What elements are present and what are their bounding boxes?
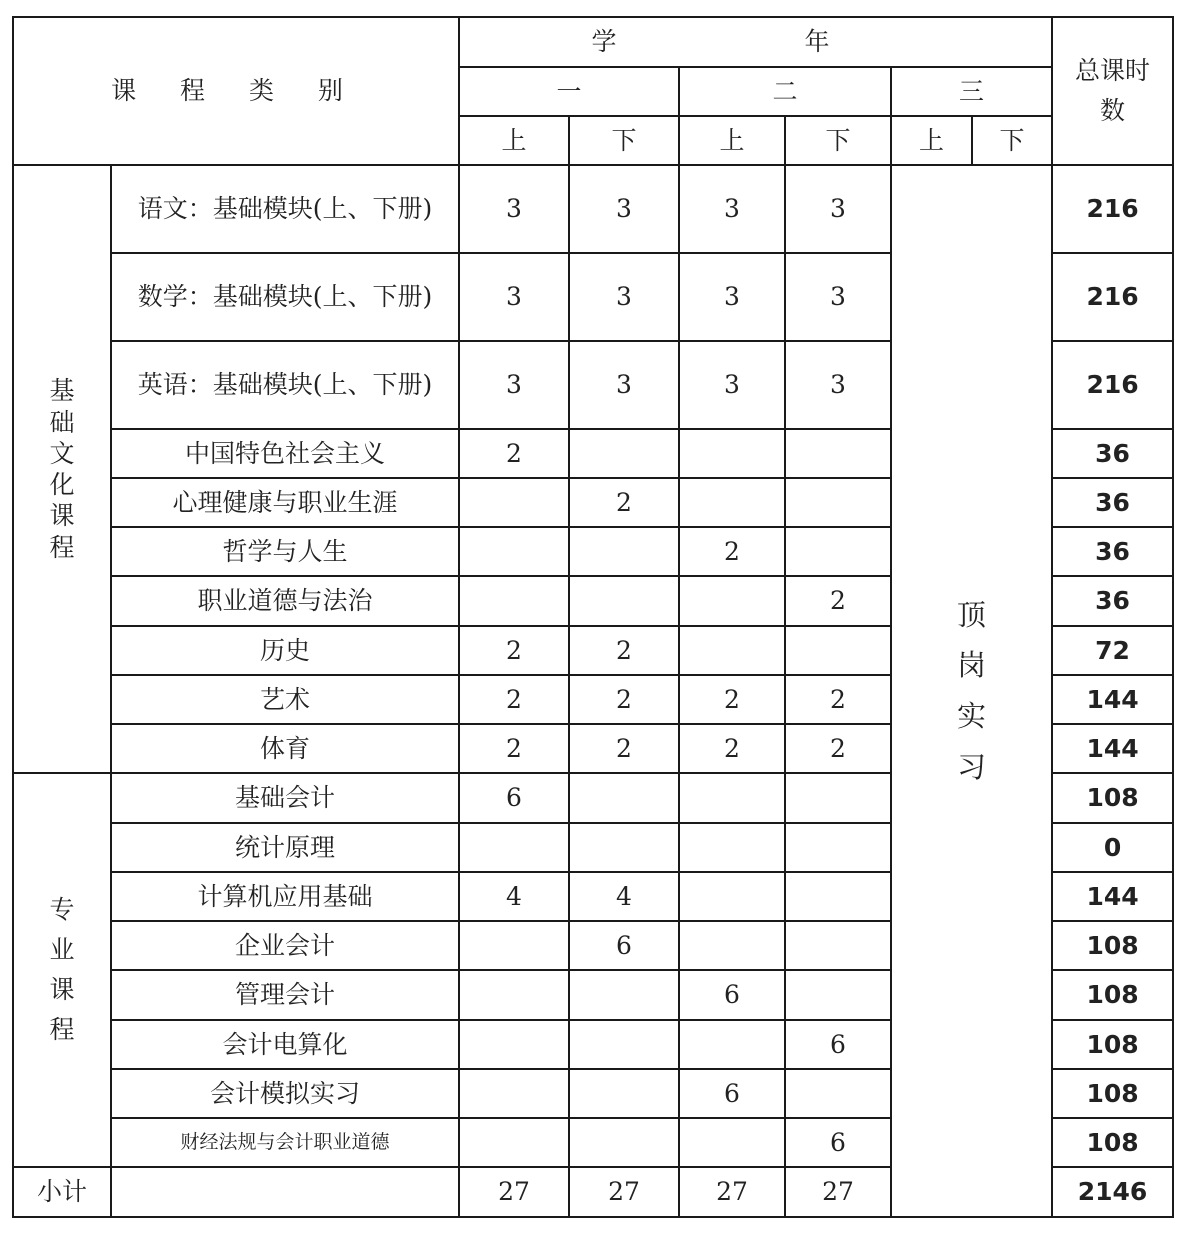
- weekly-hours-cell: [459, 1118, 569, 1167]
- basic-culture-group-label: [13, 165, 111, 773]
- weekly-hours-cell: 6: [679, 970, 785, 1020]
- course-name: 会计模拟实习: [111, 1069, 459, 1118]
- course-name: 统计原理: [111, 823, 459, 872]
- total-hours-header: [1052, 17, 1173, 165]
- year-one-header: 一: [459, 67, 679, 116]
- weekly-hours-cell: 2: [459, 724, 569, 773]
- term-header: 下: [569, 116, 679, 165]
- course-name: 企业会计: [111, 921, 459, 970]
- group-label-text: 基础文化课程: [49, 376, 75, 562]
- weekly-hours-cell: [785, 872, 891, 921]
- weekly-hours-cell: [785, 970, 891, 1020]
- weekly-hours-cell: [785, 478, 891, 527]
- weekly-hours-cell: 2: [569, 478, 679, 527]
- weekly-hours-cell: [679, 773, 785, 823]
- term-header: 上: [679, 116, 785, 165]
- weekly-hours-cell: [785, 773, 891, 823]
- weekly-hours-cell: 3: [569, 165, 679, 253]
- weekly-hours-cell: [459, 1069, 569, 1118]
- course-name: 中国特色社会主义: [111, 429, 459, 478]
- weekly-hours-cell: [785, 429, 891, 478]
- course-name: 职业道德与法治: [111, 576, 459, 626]
- subtotal-empty-cell: [111, 1167, 459, 1217]
- internship-label: 顶岗实习: [957, 597, 987, 784]
- course-name: 历史: [111, 626, 459, 675]
- term-header: 下: [785, 116, 891, 165]
- year-three-header: 三: [891, 67, 1052, 116]
- weekly-hours-cell: 3: [569, 341, 679, 429]
- weekly-hours-cell: 3: [679, 253, 785, 341]
- total-hours-cell: 108: [1052, 773, 1173, 823]
- total-hours-cell: 144: [1052, 724, 1173, 773]
- weekly-hours-cell: 4: [569, 872, 679, 921]
- total-hours-cell: 108: [1052, 970, 1173, 1020]
- weekly-hours-cell: [679, 626, 785, 675]
- weekly-hours-cell: 2: [459, 675, 569, 724]
- weekly-hours-cell: [785, 1069, 891, 1118]
- weekly-hours-cell: 4: [459, 872, 569, 921]
- weekly-hours-cell: [569, 429, 679, 478]
- total-hours-cell: 108: [1052, 1020, 1173, 1069]
- weekly-hours-cell: 3: [785, 253, 891, 341]
- weekly-hours-cell: [459, 478, 569, 527]
- total-hours-cell: 108: [1052, 921, 1173, 970]
- total-hours-cell: 144: [1052, 872, 1173, 921]
- weekly-hours-cell: [569, 1020, 679, 1069]
- course-name: 数学：基础模块(上、下册): [111, 253, 459, 341]
- weekly-hours-cell: 3: [785, 165, 891, 253]
- course-name: 艺术: [111, 675, 459, 724]
- weekly-hours-cell: 2: [785, 675, 891, 724]
- term-header: 下: [972, 116, 1052, 165]
- weekly-hours-cell: [679, 921, 785, 970]
- weekly-hours-cell: 3: [569, 253, 679, 341]
- school-year-label: 学 年: [591, 27, 920, 57]
- weekly-hours-cell: [569, 970, 679, 1020]
- weekly-hours-cell: [679, 872, 785, 921]
- weekly-hours-cell: 2: [679, 675, 785, 724]
- weekly-hours-cell: [679, 429, 785, 478]
- weekly-hours-cell: [679, 823, 785, 872]
- group-label-text: 专业课程: [49, 895, 75, 1044]
- term-header: 上: [891, 116, 972, 165]
- total-hours-cell: 108: [1052, 1118, 1173, 1167]
- weekly-hours-cell: [569, 1118, 679, 1167]
- weekly-hours-cell: [679, 1020, 785, 1069]
- weekly-hours-cell: 3: [785, 341, 891, 429]
- weekly-hours-cell: [459, 1020, 569, 1069]
- table-row: [13, 165, 1173, 253]
- course-name: 语文：基础模块(上、下册): [111, 165, 459, 253]
- course-name: 财经法规与会计职业道德: [111, 1118, 459, 1167]
- weekly-hours-cell: [459, 527, 569, 576]
- weekly-hours-cell: 2: [785, 576, 891, 626]
- weekly-hours-cell: 6: [459, 773, 569, 823]
- total-hours-cell: 36: [1052, 429, 1173, 478]
- total-hours-cell: 0: [1052, 823, 1173, 872]
- weekly-hours-cell: [569, 823, 679, 872]
- total-hours-cell: 216: [1052, 253, 1173, 341]
- subtotal-hours-cell: 27: [459, 1167, 569, 1217]
- weekly-hours-cell: 2: [679, 527, 785, 576]
- total-hours-cell: 216: [1052, 341, 1173, 429]
- course-name: 哲学与人生: [111, 527, 459, 576]
- weekly-hours-cell: 2: [785, 724, 891, 773]
- course-name: 管理会计: [111, 970, 459, 1020]
- weekly-hours-cell: 6: [679, 1069, 785, 1118]
- weekly-hours-cell: 3: [459, 253, 569, 341]
- weekly-hours-cell: [569, 773, 679, 823]
- course-schedule-table: [12, 16, 1174, 1218]
- total-hours-cell: 108: [1052, 1069, 1173, 1118]
- weekly-hours-cell: 3: [679, 341, 785, 429]
- weekly-hours-cell: [679, 1118, 785, 1167]
- subtotal-total-cell: 2146: [1052, 1167, 1173, 1217]
- total-hours-cell: 144: [1052, 675, 1173, 724]
- course-category-label: 课 程 类 别: [111, 76, 361, 106]
- subtotal-hours-cell: 27: [569, 1167, 679, 1217]
- weekly-hours-cell: 2: [569, 724, 679, 773]
- weekly-hours-cell: 6: [569, 921, 679, 970]
- weekly-hours-cell: [785, 626, 891, 675]
- total-hours-cell: 36: [1052, 527, 1173, 576]
- subtotal-hours-cell: 27: [679, 1167, 785, 1217]
- total-hours-cell: 36: [1052, 576, 1173, 626]
- subtotal-label: 小计: [13, 1167, 111, 1217]
- weekly-hours-cell: [785, 921, 891, 970]
- subtotal-hours-cell: 27: [785, 1167, 891, 1217]
- weekly-hours-cell: [459, 970, 569, 1020]
- weekly-hours-cell: [569, 527, 679, 576]
- weekly-hours-cell: 2: [459, 429, 569, 478]
- weekly-hours-cell: 3: [459, 341, 569, 429]
- weekly-hours-cell: 2: [569, 675, 679, 724]
- internship-cell: [891, 165, 1052, 1217]
- total-hours-label: 总课时数: [1075, 56, 1151, 125]
- course-name: 计算机应用基础: [111, 872, 459, 921]
- weekly-hours-cell: [459, 823, 569, 872]
- year-two-header: 二: [679, 67, 891, 116]
- weekly-hours-cell: 3: [459, 165, 569, 253]
- course-name: 英语：基础模块(上、下册): [111, 341, 459, 429]
- weekly-hours-cell: [459, 576, 569, 626]
- term-header: 上: [459, 116, 569, 165]
- weekly-hours-cell: 2: [679, 724, 785, 773]
- weekly-hours-cell: [679, 478, 785, 527]
- weekly-hours-cell: [459, 921, 569, 970]
- course-name: 心理健康与职业生涯: [111, 478, 459, 527]
- total-hours-cell: 36: [1052, 478, 1173, 527]
- course-name: 会计电算化: [111, 1020, 459, 1069]
- course-name: 基础会计: [111, 773, 459, 823]
- weekly-hours-cell: 2: [569, 626, 679, 675]
- weekly-hours-cell: [785, 527, 891, 576]
- total-hours-cell: 72: [1052, 626, 1173, 675]
- weekly-hours-cell: 3: [679, 165, 785, 253]
- weekly-hours-cell: 6: [785, 1118, 891, 1167]
- weekly-hours-cell: [569, 576, 679, 626]
- weekly-hours-cell: [785, 823, 891, 872]
- total-hours-cell: 216: [1052, 165, 1173, 253]
- professional-group-label: [13, 773, 111, 1167]
- weekly-hours-cell: [679, 576, 785, 626]
- course-name: 体育: [111, 724, 459, 773]
- school-year-header: [459, 17, 1052, 67]
- weekly-hours-cell: [569, 1069, 679, 1118]
- weekly-hours-cell: 6: [785, 1020, 891, 1069]
- course-category-header: [13, 17, 459, 165]
- weekly-hours-cell: 2: [459, 626, 569, 675]
